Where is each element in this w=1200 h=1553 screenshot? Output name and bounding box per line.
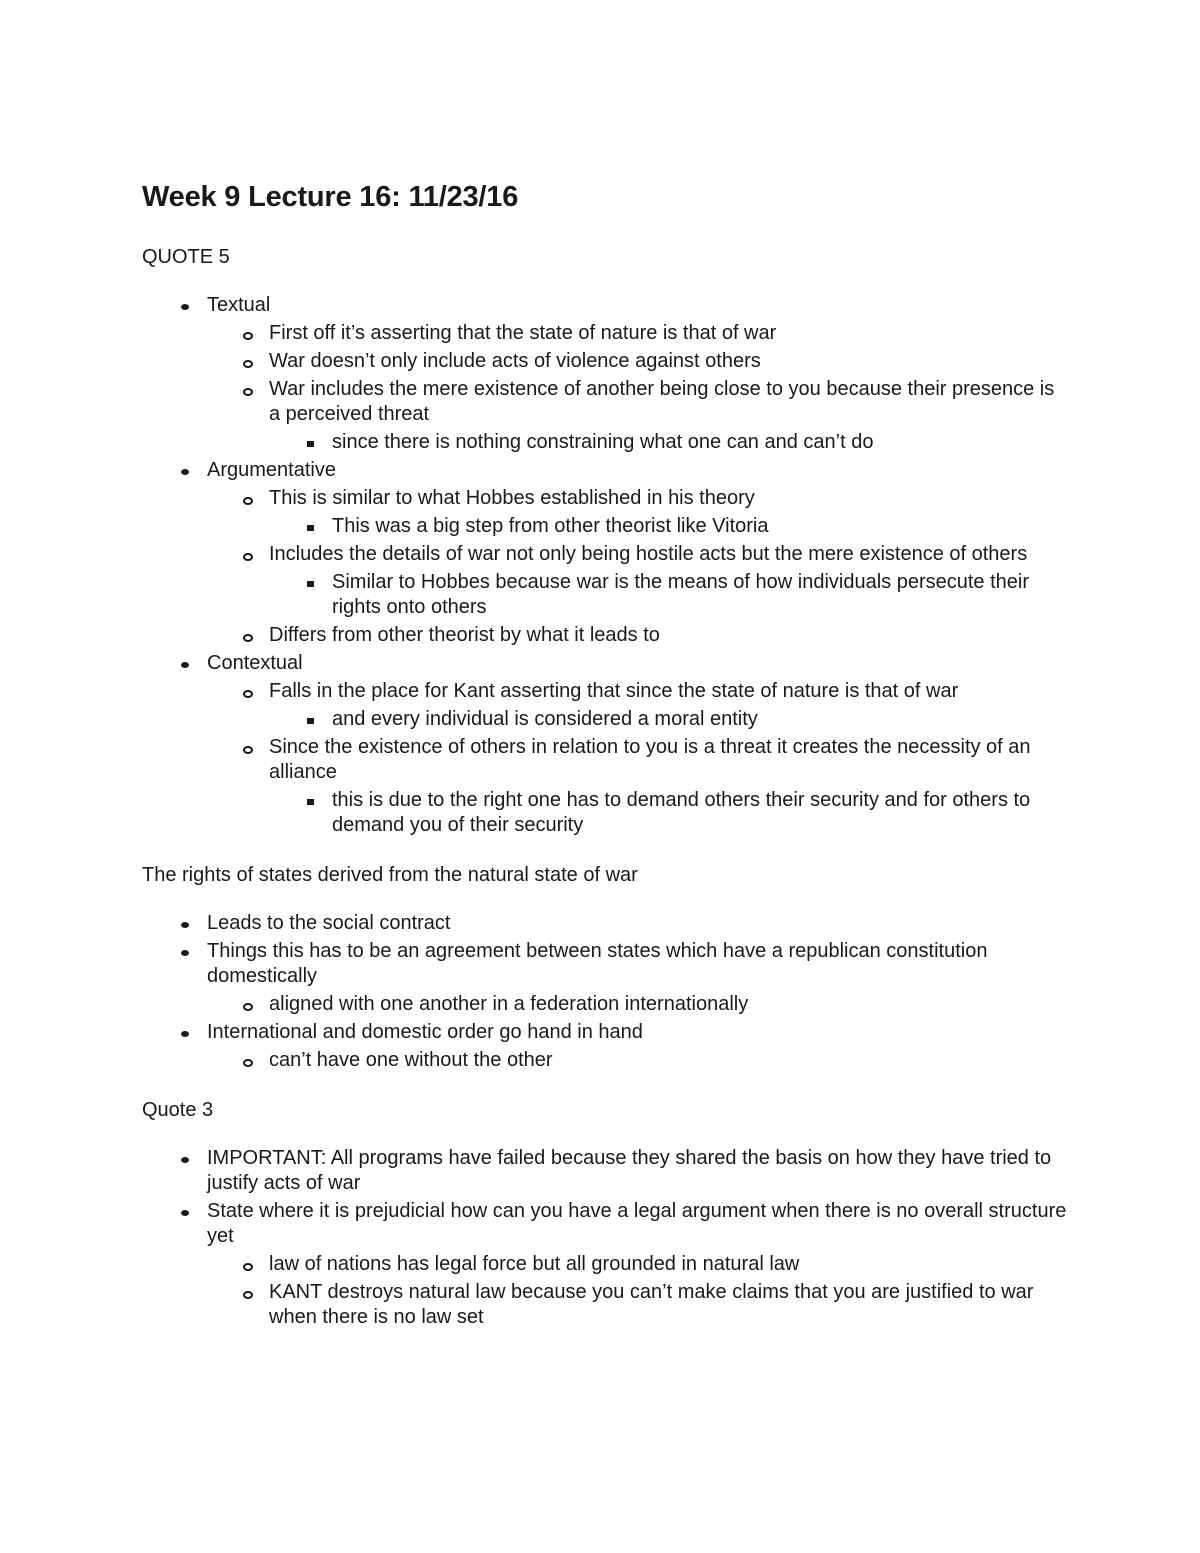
sub-sub-list [269,511,1070,539]
bullet-list [142,290,1070,838]
list-item-text: IMPORTANT: All programs have failed because they shared the basis on how they have tried to justify acts of war [207,1147,1052,1194]
hollow-bullet-icon [243,553,253,561]
list-item [207,539,1070,620]
section-heading: The rights of states derived from the natural state of war [142,864,638,886]
hollow-bullet-icon [243,360,253,368]
list-item-text: War includes the mere existence of another being close to you because their presence is a perceived threat [269,378,1055,425]
list-item-text: KANT destroys natural law because you can’t make claims that you are justified to war when there is no law set [269,1281,1034,1328]
square-bullet-icon [307,799,314,805]
square-bullet-icon [307,441,314,447]
filled-bullet-icon [181,662,189,668]
sub-list [207,676,1070,838]
list-item-text: This is similar to what Hobbes established in his theory [269,487,755,509]
list-item [207,1249,1070,1277]
list-item [142,455,1070,648]
section-quote-5 [142,244,1070,838]
list-item [142,908,1070,936]
list-item [207,318,1070,346]
sub-list [207,483,1070,648]
sub-sub-list [269,567,1070,620]
list-item-text: Includes the details of war not only being hostile acts but the mere existence of others [269,543,1028,565]
list-item [207,732,1070,838]
hollow-bullet-icon [243,1059,253,1067]
hollow-bullet-icon [243,332,253,340]
list-item-text: law of nations has legal force but all grounded in natural law [269,1253,800,1275]
list-item [269,567,1070,620]
list-item [142,1196,1070,1330]
list-item-text: Contextual [207,652,303,674]
list-item [269,427,1070,455]
filled-bullet-icon [181,1157,189,1163]
hollow-bullet-icon [243,388,253,396]
sub-list [207,318,1070,455]
sub-sub-list [269,704,1070,732]
hollow-bullet-icon [243,1291,253,1299]
list-item-text: First off it’s asserting that the state of nature is that of war [269,322,777,344]
bullet-list [142,1143,1070,1330]
list-item-text: and every individual is considered a moral entity [332,708,758,730]
page-title: Week 9 Lecture 16: 11/23/16 [142,181,519,213]
bullet-list [142,908,1070,1073]
square-bullet-icon [307,525,314,531]
hollow-bullet-icon [243,634,253,642]
sub-list [207,989,1070,1017]
hollow-bullet-icon [243,1003,253,1011]
list-item [142,1143,1070,1196]
list-item [207,346,1070,374]
sub-sub-list [269,427,1070,455]
list-item [207,483,1070,539]
list-item-text: Since the existence of others in relation to you is a threat it creates the necessity of an alliance [269,736,1031,783]
list-item [207,374,1070,455]
sub-list [207,1045,1070,1073]
list-item [207,620,1070,648]
list-item [142,648,1070,838]
sub-list [207,1249,1070,1330]
filled-bullet-icon [181,304,189,310]
filled-bullet-icon [181,1210,189,1216]
list-item [269,704,1070,732]
list-item-text: since there is nothing constraining what one can and can’t do [332,431,874,453]
hollow-bullet-icon [243,1263,253,1271]
list-item-text: this is due to the right one has to demand others their security and for others to demand you of their security [332,789,1031,836]
list-item-text: Argumentative [207,459,336,481]
section-rights-of-states [142,862,1070,1073]
list-item [142,1017,1070,1073]
list-item-text: aligned with one another in a federation internationally [269,993,749,1015]
hollow-bullet-icon [243,746,253,754]
list-item-text: War doesn’t only include acts of violence against others [269,350,761,372]
list-item-text: can’t have one without the other [269,1049,553,1071]
list-item [207,1045,1070,1073]
filled-bullet-icon [181,922,189,928]
list-item [207,989,1070,1017]
list-item [142,290,1070,455]
filled-bullet-icon [181,469,189,475]
list-item-text: Things this has to be an agreement between states which have a republican constitution domestically [207,940,988,987]
sub-sub-list [269,785,1070,838]
list-item [142,936,1070,1017]
list-item [269,511,1070,539]
list-item-text: Falls in the place for Kant asserting that since the state of nature is that of war [269,680,959,702]
list-item-text: Similar to Hobbes because war is the means of how individuals persecute their rights onto others [332,571,1030,618]
hollow-bullet-icon [243,690,253,698]
section-heading: QUOTE 5 [142,246,230,268]
list-item [207,676,1070,732]
list-item-text: State where it is prejudicial how can you have a legal argument when there is no overall structure yet [207,1200,1067,1247]
hollow-bullet-icon [243,497,253,505]
list-item-text: International and domestic order go hand in hand [207,1021,643,1043]
list-item [207,1277,1070,1330]
list-item-text: Textual [207,294,271,316]
list-item [269,785,1070,838]
filled-bullet-icon [181,1031,189,1037]
square-bullet-icon [307,581,314,587]
list-item-text: This was a big step from other theorist like Vitoria [332,515,769,537]
list-item-text: Differs from other theorist by what it leads to [269,624,660,646]
square-bullet-icon [307,718,314,724]
section-quote-3 [142,1097,1070,1330]
list-item-text: Leads to the social contract [207,912,451,934]
section-heading: Quote 3 [142,1099,214,1121]
filled-bullet-icon [181,950,189,956]
